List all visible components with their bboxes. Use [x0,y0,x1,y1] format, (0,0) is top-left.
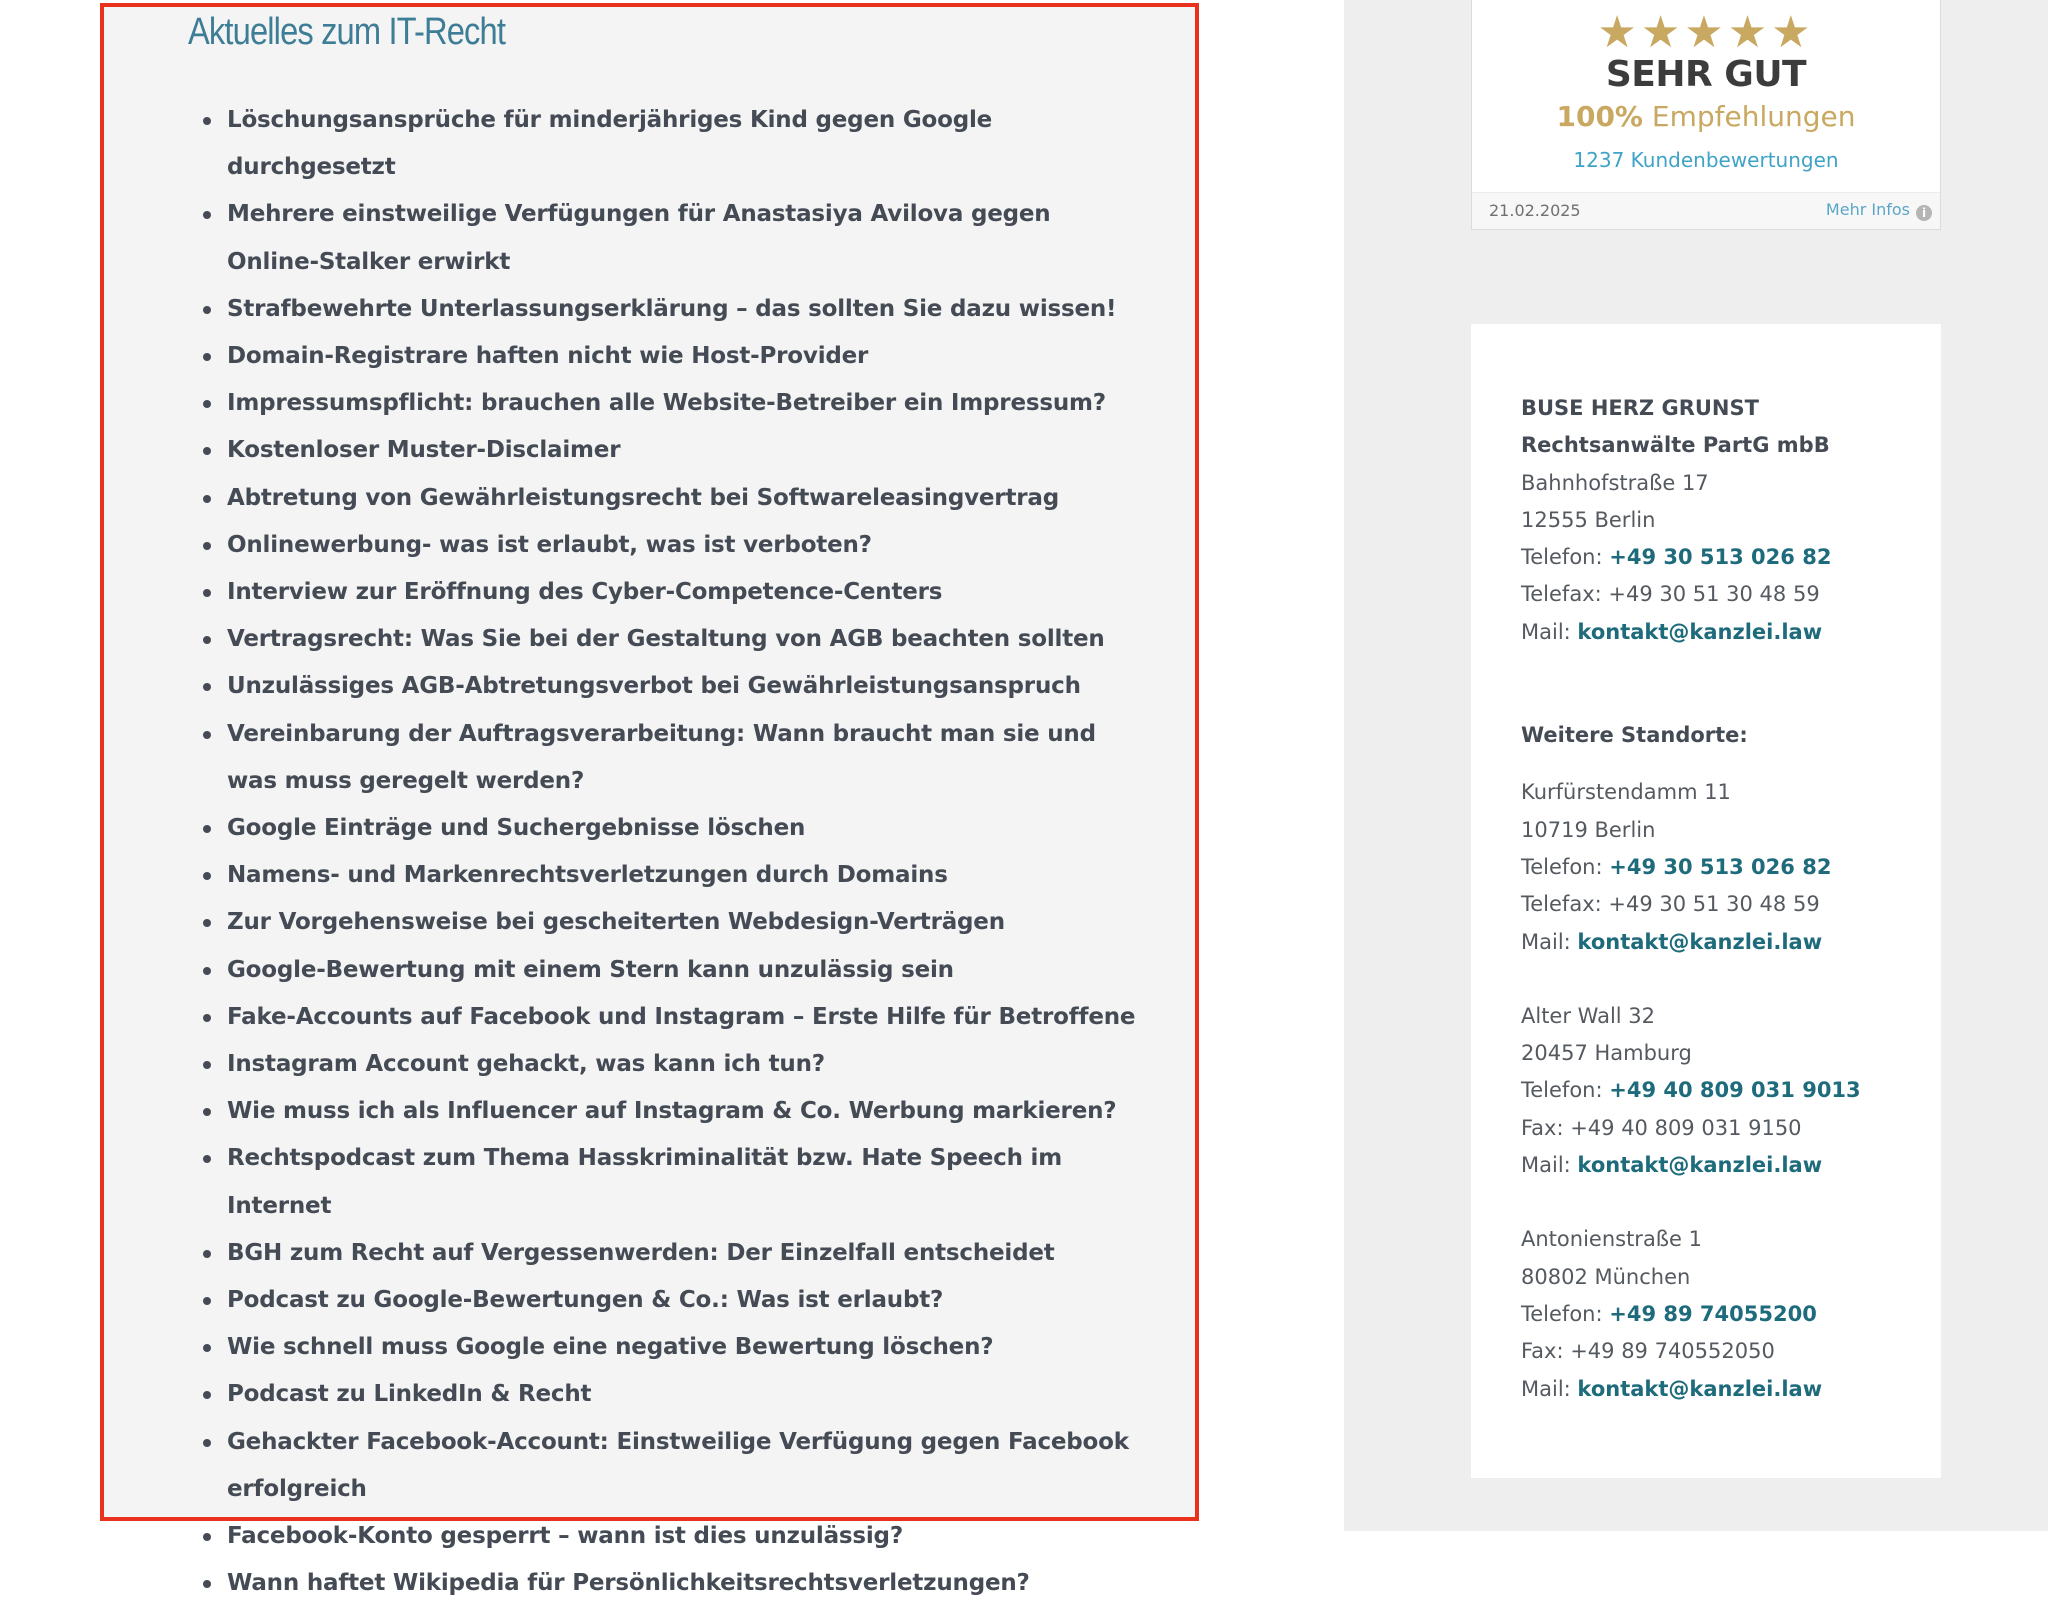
news-link[interactable]: Abtretung von Gewährleistungsrecht bei Softwareleasingvertrag [227,484,1059,511]
main-street: Bahnhofstraße 17 [1521,470,1709,495]
news-link[interactable]: Mehrere einstweilige Verfügungen für Anastasiya Avilova gegen Online-Stalker erwirkt [227,201,1051,275]
phone-label: Telefon: [1521,1078,1603,1103]
location-mail-link[interactable]: kontakt@kanzlei.law [1577,929,1823,954]
rating-percent-text: Empfehlungen [1651,100,1856,133]
news-link[interactable]: Kostenloser Muster-Disclaimer [227,437,621,464]
phone-label: Telefon: [1521,854,1603,879]
news-list-item [227,852,1147,899]
location-phone-line [1521,849,1941,886]
news-link[interactable]: BGH zum Recht auf Vergessenwerden: Der Einzelfall entscheidet [227,1239,1055,1266]
news-link[interactable]: Wie schnell muss Google eine negative Bewertung löschen? [227,1334,994,1361]
news-link[interactable]: Strafbewehrte Unterlassungserklärung – das sollten Sie dazu wissen! [227,295,1117,322]
location-mail-line [1521,924,1941,961]
news-list-item [227,427,1147,474]
news-list-item [227,1230,1147,1277]
mail-label: Mail: [1521,929,1571,954]
news-link[interactable]: Gehackter Facebook-Account: Einstweilige Verfügung gegen Facebook erfolgreich [227,1428,1129,1502]
news-link[interactable]: Namens- und Markenrechtsverletzungen durch Domains [227,862,948,889]
news-list-item [227,1324,1147,1371]
news-list-item [227,805,1147,852]
main-mail-line [1521,614,1941,651]
news-link[interactable]: Wie muss ich als Influencer auf Instagram & Co. Werbung markieren? [227,1098,1117,1125]
location-street: Kurfürstendamm 11 [1521,780,1731,805]
news-link[interactable]: Facebook-Konto gesperrt – wann ist dies unzulässig? [227,1523,903,1550]
mail-label: Mail: [1521,1153,1571,1178]
location-city: 10719 Berlin [1521,817,1656,842]
news-link[interactable]: Instagram Account gehackt, was kann ich tun? [227,1051,825,1078]
mail-label: Mail: [1521,619,1571,644]
news-list-item [227,1419,1147,1513]
news-list-item [227,191,1147,285]
news-list-item [227,1560,1147,1607]
star-rating-icon: ★★★★★ [1597,8,1815,57]
news-list-item [227,1041,1147,1088]
location-fax-line: Fax: +49 40 809 031 9150 [1521,1115,1802,1140]
news-link[interactable]: Wann haftet Wikipedia für Persönlichkeitsrechtsverletzungen? [227,1570,1030,1597]
news-title: Aktuelles zum IT-Recht [188,11,506,53]
news-link[interactable]: Podcast zu Google-Bewertungen & Co.: Was ist erlaubt? [227,1287,944,1314]
news-list-item [227,711,1147,805]
news-link[interactable]: Unzulässiges AGB-Abtretungsverbot bei Gewährleistungsanspruch [227,673,1081,700]
rating-label: SEHR GUT [1605,54,1807,95]
news-link[interactable]: Rechtspodcast zum Thema Hasskriminalität bzw. Hate Speech im Internet [227,1145,1063,1219]
news-link[interactable]: Vertragsrecht: Was Sie bei der Gestaltung von AGB beachten sollten [227,626,1105,653]
main-fax-line: Telefax: +49 30 51 30 48 59 [1521,582,1820,607]
news-list-item [227,616,1147,663]
news-link[interactable]: Vereinbarung der Auftragsverarbeitung: Wann braucht man sie und was muss geregelt werden? [227,720,1096,794]
contact-box [1471,324,1941,1478]
location-mail-link[interactable]: kontakt@kanzlei.law [1577,1376,1823,1401]
news-link[interactable]: Onlinewerbung- was ist erlaubt, was ist verboten? [227,531,872,558]
news-link[interactable]: Impressumspflicht: brauchen alle Website-Betreiber ein Impressum? [227,390,1106,417]
news-list-item [227,947,1147,994]
news-link[interactable]: Interview zur Eröffnung des Cyber-Competence-Centers [227,579,943,606]
location-phone-link[interactable]: +49 30 513 026 82 [1609,854,1832,879]
rating-recommendation [1472,100,1940,133]
news-list-item [227,1135,1147,1229]
location-street: Antonienstraße 1 [1521,1227,1702,1252]
location-mail-line [1521,1371,1941,1408]
rating-footer [1472,192,1940,229]
news-link[interactable]: Domain-Registrare haften nicht wie Host-Provider [227,343,869,370]
news-link[interactable]: Podcast zu LinkedIn & Recht [227,1381,592,1408]
news-list-item [227,899,1147,946]
more-info-link[interactable] [1826,200,1932,221]
location-street: Alter Wall 32 [1521,1003,1656,1028]
location-phone-line [1521,1072,1941,1109]
news-link[interactable]: Google Einträge und Suchergebnisse löschen [227,815,806,842]
firm-legal-form: Rechtsanwälte PartG mbB [1521,433,1830,458]
news-list-item [227,1371,1147,1418]
locations-heading: Weitere Standorte: [1521,723,1748,748]
location-berlin-kurfuerstendamm [1521,774,1941,960]
news-list-item [227,286,1147,333]
location-mail-line [1521,1147,1941,1184]
location-fax-line: Fax: +49 89 740552050 [1521,1339,1775,1364]
news-link[interactable]: Löschungsansprüche für minderjähriges Kind gegen Google durchgesetzt [227,107,993,181]
news-link[interactable]: Google-Bewertung mit einem Stern kann unzulässig sein [227,956,954,983]
main-mail-link[interactable]: kontakt@kanzlei.law [1577,619,1823,644]
rating-percent-value: 100% [1556,100,1643,133]
mail-label: Mail: [1521,1376,1571,1401]
news-list-item [227,1513,1147,1560]
news-list-item [227,663,1147,710]
more-info-label: Mehr Infos [1825,200,1910,219]
location-phone-link[interactable]: +49 89 74055200 [1609,1301,1817,1326]
firm-name: BUSE HERZ GRUNST [1521,396,1759,420]
news-list [227,97,1147,1608]
location-fax-line: Telefax: +49 30 51 30 48 59 [1521,892,1820,917]
main-phone-line [1521,539,1941,576]
news-list-item [227,994,1147,1041]
location-mail-link[interactable]: kontakt@kanzlei.law [1577,1153,1823,1178]
location-muenchen [1521,1221,1941,1407]
news-list-item [227,569,1147,616]
location-city: 20457 Hamburg [1521,1041,1692,1066]
rating-review-count: 1237 Kundenbewertungen [1573,148,1839,172]
info-icon: i [1916,205,1932,221]
news-list-item [227,380,1147,427]
news-list-item [227,475,1147,522]
location-hamburg [1521,998,1941,1184]
news-list-item [227,1277,1147,1324]
news-link[interactable]: Zur Vorgehensweise bei gescheiterten Webdesign-Verträgen [227,909,1005,936]
news-list-item [227,1088,1147,1135]
location-phone-line [1521,1296,1941,1333]
rating-widget[interactable] [1471,0,1941,230]
news-list-item [227,97,1147,191]
phone-label: Telefon: [1521,545,1603,570]
rating-date: 21.02.2025 [1489,201,1581,220]
news-link[interactable]: Fake-Accounts auf Facebook und Instagram – Erste Hilfe für Betroffene [227,1003,1136,1030]
location-city: 80802 München [1521,1264,1691,1289]
location-phone-link[interactable]: +49 40 809 031 9013 [1609,1078,1861,1103]
phone-label: Telefon: [1521,1301,1603,1326]
main-office [1521,390,1941,651]
main-city: 12555 Berlin [1521,507,1656,532]
news-list-item [227,333,1147,380]
news-list-item [227,522,1147,569]
news-panel [100,3,1199,1597]
main-phone-link[interactable]: +49 30 513 026 82 [1609,545,1832,570]
